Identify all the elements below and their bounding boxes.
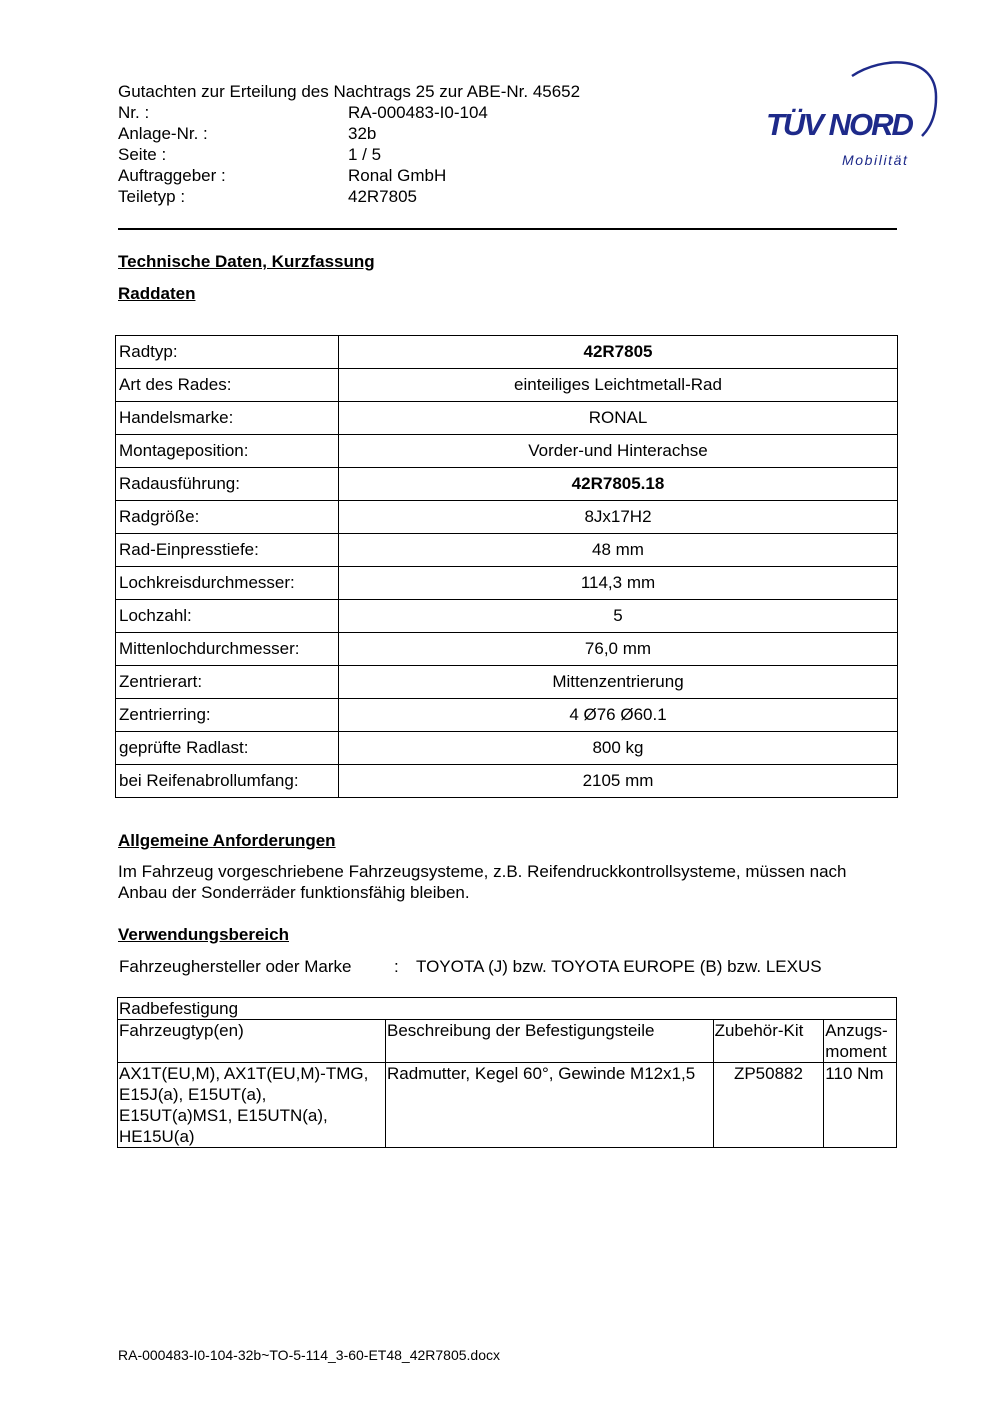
wheel-data-label: geprüfte Radlast: [116, 732, 339, 765]
wheel-data-label: Mittenlochdurchmesser: [116, 633, 339, 666]
fastening-table [117, 997, 897, 1148]
wheel-data-value: 5 [339, 600, 898, 633]
wheel-data-label: Handelsmarke: [116, 402, 339, 435]
wheel-data-label: Radgröße: [116, 501, 339, 534]
heading-technical-data: Technische Daten, Kurzfassung [118, 252, 375, 271]
header-field [118, 165, 488, 186]
header-field [118, 102, 488, 123]
vehicle-types-cell: AX1T(EU,M), AX1T(EU,M)-TMG, E15J(a), E15UT(a), E15UT(a)MS1, E15UTN(a), HE15U(a) [118, 1063, 386, 1148]
wheel-data-value: RONAL [339, 402, 898, 435]
wheel-data-label: Radtyp: [116, 336, 339, 369]
heading-general-requirements: Allgemeine Anforderungen [118, 831, 336, 850]
field-key: Auftraggeber : [118, 166, 226, 185]
accessory-kit-cell: ZP50882 [713, 1063, 824, 1148]
field-value: 32b [348, 124, 377, 143]
usage-key: Fahrzeughersteller oder Marke [119, 957, 352, 976]
wheel-data-value: 2105 mm [339, 765, 898, 798]
wheel-data-value: Mittenzentrierung [339, 666, 898, 699]
wheel-data-value: 76,0 mm [339, 633, 898, 666]
usage-line [119, 956, 822, 977]
wheel-data-row [116, 633, 898, 666]
fastening-title-row [118, 998, 897, 1020]
tuv-nord-logo [762, 58, 942, 173]
wheel-data-row [116, 732, 898, 765]
wheel-data-value: 8Jx17H2 [339, 501, 898, 534]
wheel-data-label: Art des Rades: [116, 369, 339, 402]
wheel-data-label: Zentrierring: [116, 699, 339, 732]
field-value: 42R7805 [348, 187, 418, 206]
header-description: Beschreibung der Befestigungsteile [385, 1020, 713, 1063]
wheel-data-label: Lochkreisdurchmesser: [116, 567, 339, 600]
wheel-data-value: Vorder-und Hinterachse [339, 435, 898, 468]
wheel-data-row [116, 699, 898, 732]
field-key: Nr. : [118, 103, 150, 122]
wheel-data-value: 114,3 mm [339, 567, 898, 600]
wheel-data-row [116, 501, 898, 534]
wheel-data-label: Rad-Einpresstiefe: [116, 534, 339, 567]
wheel-data-row [116, 666, 898, 699]
wheel-data-row [116, 435, 898, 468]
field-key: Teiletyp : [118, 187, 186, 206]
wheel-data-value: 4 Ø76 Ø60.1 [339, 699, 898, 732]
heading-wheel-data: Raddaten [118, 284, 196, 303]
header-fields [118, 102, 488, 207]
wheel-data-row [116, 534, 898, 567]
field-value: 1 / 5 [348, 145, 382, 164]
wheel-data-label: Lochzahl: [116, 600, 339, 633]
header-field [118, 144, 488, 165]
wheel-data-label: Montageposition: [116, 435, 339, 468]
logo-brand: TÜV NORD [766, 107, 912, 142]
field-key: Seite : [118, 145, 167, 164]
torque-cell: 110 Nm [824, 1063, 897, 1148]
report-title: Gutachten zur Erteilung des Nachtrags 25 zur ABE-Nr. 45652 [118, 82, 581, 101]
wheel-data-row [116, 468, 898, 501]
wheel-data-value: einteiliges Leichtmetall-Rad [339, 369, 898, 402]
logo-subtitle: Mobilität [842, 152, 909, 168]
header-vehicle-types: Fahrzeugtyp(en) [118, 1020, 386, 1063]
header-divider [118, 228, 897, 230]
header-field [118, 186, 488, 207]
description-cell: Radmutter, Kegel 60°, Gewinde M12x1,5 [385, 1063, 713, 1148]
header-torque: Anzugs-moment [824, 1020, 897, 1063]
wheel-data-label: Radausführung: [116, 468, 339, 501]
usage-separator: : [394, 957, 399, 976]
wheel-data-row [116, 567, 898, 600]
field-key: Anlage-Nr. : [118, 124, 208, 143]
fastening-header-row [118, 1020, 897, 1063]
field-value: RA-000483-I0-104 [348, 103, 488, 122]
fastening-row [118, 1063, 897, 1148]
field-value: Ronal GmbH [348, 166, 447, 185]
wheel-data-value: 800 kg [339, 732, 898, 765]
wheel-data-label: bei Reifenabrollumfang: [116, 765, 339, 798]
heading-usage: Verwendungsbereich [118, 925, 289, 944]
wheel-data-row [116, 600, 898, 633]
wheel-data-label: Zentrierart: [116, 666, 339, 699]
wheel-data-row [116, 336, 898, 369]
footer-filename: RA-000483-I0-104-32b~TO-5-114_3-60-ET48_42R7805.docx [118, 1347, 501, 1363]
wheel-data-row [116, 765, 898, 798]
wheel-data-table [115, 335, 898, 798]
wheel-data-value: 42R7805 [339, 336, 898, 369]
header-field [118, 123, 488, 144]
header-accessory-kit: Zubehör-Kit [713, 1020, 824, 1063]
wheel-data-row [116, 369, 898, 402]
usage-value: TOYOTA (J) bzw. TOYOTA EUROPE (B) bzw. LEXUS [416, 957, 822, 976]
wheel-data-value: 42R7805.18 [339, 468, 898, 501]
wheel-data-value: 48 mm [339, 534, 898, 567]
wheel-data-row [116, 402, 898, 435]
general-requirements-text: Im Fahrzeug vorgeschriebene Fahrzeugsysteme, z.B. Reifendruckkontrollsysteme, müssen nach Anbau der Sonderräder funktionsfähig bleiben. [118, 862, 847, 902]
fastening-title: Radbefestigung [118, 998, 897, 1020]
